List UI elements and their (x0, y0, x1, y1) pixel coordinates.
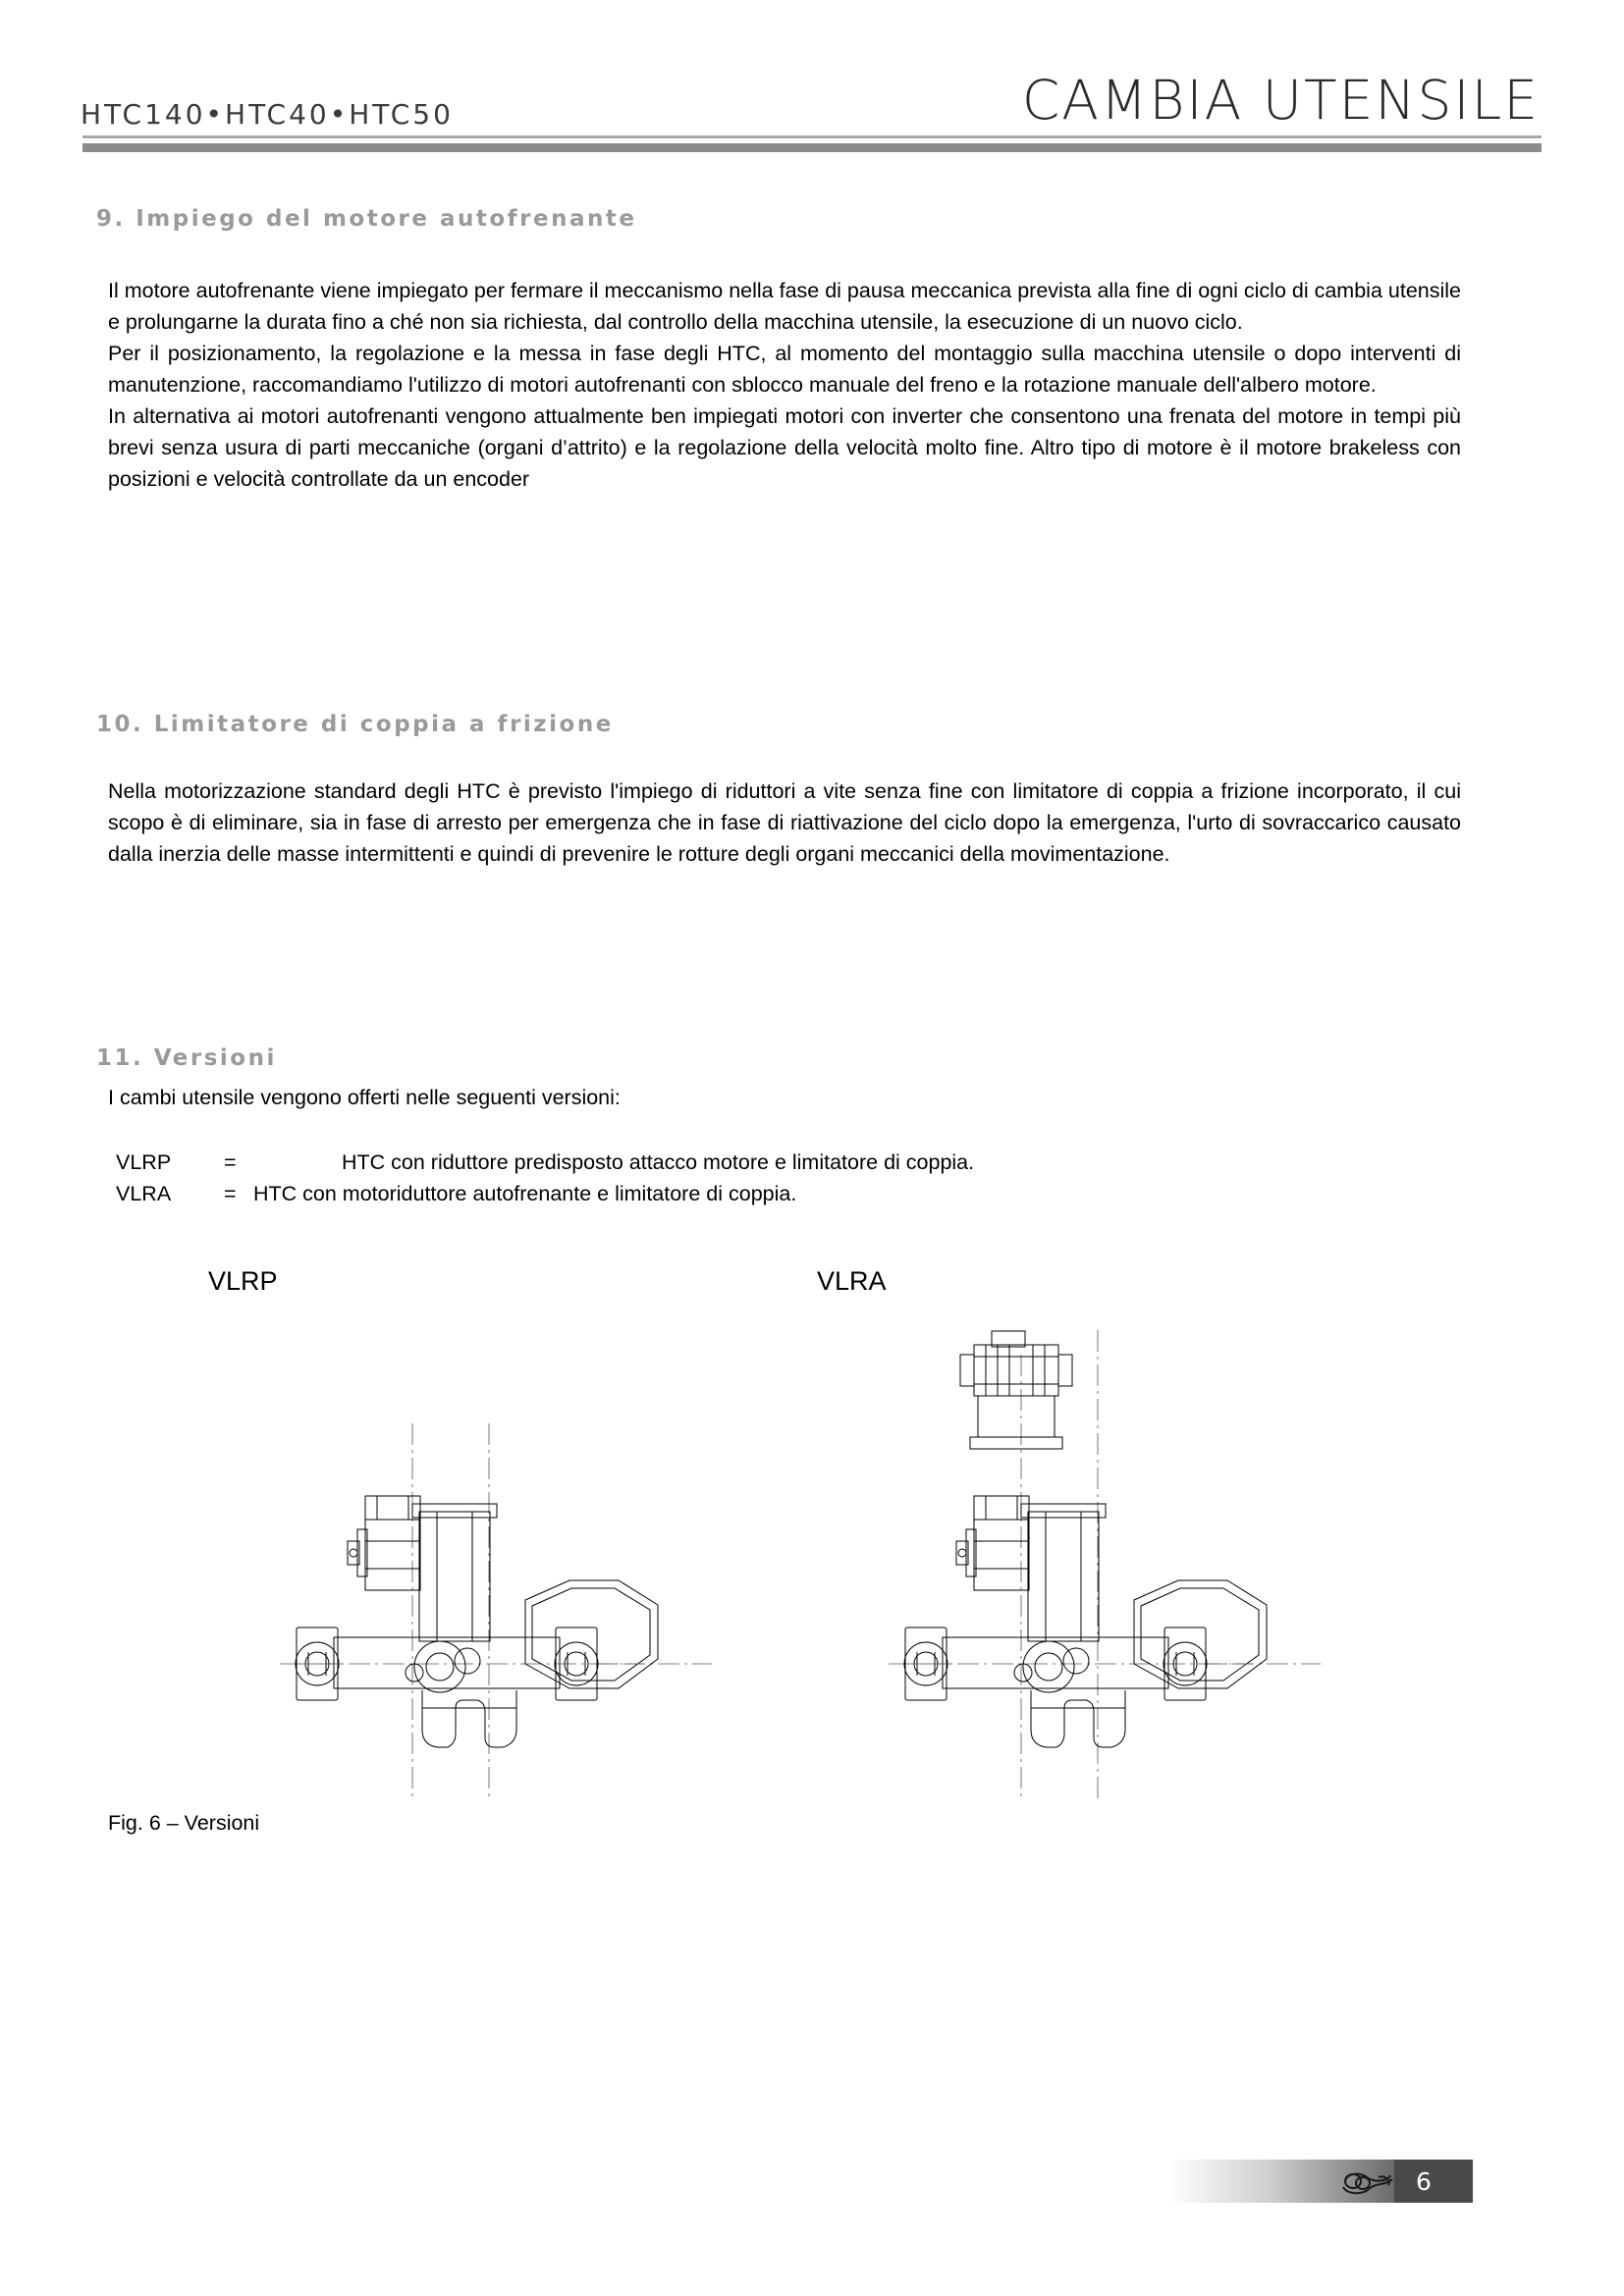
section-9-body (108, 275, 1461, 495)
figure-label-vlra: VLRA (817, 1266, 887, 1296)
version-equals: = (224, 1150, 237, 1174)
header-document-title: CAMBIA UTENSILE (1021, 69, 1540, 132)
figure-caption: Fig. 6 – Versioni (108, 1811, 260, 1835)
paragraph: Per il posizionamento, la regolazione e la messa in fase degli HTC, al momento del montaggio sulla macchina utensile o dopo interventi di manutenzione, raccomandiamo l'utilizzo di motori autofrenanti con sblocco manuale del freno e la rotazione manuale dell'albero motore. (108, 342, 1461, 397)
version-description: HTC con riduttore predisposto attacco motore e limitatore di coppia. (342, 1150, 975, 1174)
page-footer (1168, 2160, 1473, 2203)
section-10-body (108, 775, 1461, 870)
paragraph: Il motore autofrenante viene impiegato per fermare il meccanismo nella fase di pausa meccanica prevista alla fine di ogni ciclo di cambia utensile e prolungarne la durata fino a ché non sia richiesta, dal controllo della macchina utensile, la esecuzione di un nuovo ciclo. (108, 279, 1461, 334)
version-code: VLRP (116, 1150, 172, 1174)
version-item (116, 1147, 1469, 1178)
technical-drawing-vlra (884, 1325, 1326, 1806)
page-number: 6 (1416, 2167, 1432, 2196)
paragraph: Nella motorizzazione standard degli HTC è previsto l'impiego di riduttori a vite senza fine con limitatore di coppia a frizione incorporato, il cui scopo è di eliminare, sia in fase di arresto per emergenza che in fase di riattivazione del ciclo dopo la emergenza, l'urto di sovraccarico causato dalla inerzia delle masse intermittenti e quindi di prevenire le rotture degli organi meccanici della movimentazione. (108, 779, 1461, 866)
figure-label-vlrp: VLRP (208, 1266, 278, 1296)
header-divider-thick (82, 143, 1542, 152)
section-heading-11: 11. Versioni (96, 1045, 277, 1071)
section-heading-10: 10. Limitatore di coppia a frizione (96, 712, 614, 737)
section-11-intro: I cambi utensile vengono offerti nelle seguenti versioni: (108, 1086, 621, 1109)
page-header (0, 69, 1624, 175)
company-logo-icon (1333, 2163, 1402, 2199)
section-heading-9: 9. Impiego del motore autofrenante (96, 206, 637, 232)
version-equals: = (224, 1182, 237, 1205)
version-description: HTC con motoriduttore autofrenante e limitatore di coppia. (253, 1182, 797, 1205)
versions-list (116, 1147, 1469, 1209)
paragraph: In alternativa ai motori autofrenanti vengono attualmente ben impiegati motori con inverter che consentono una frenata del motore in tempi più brevi senza usura di parti meccaniche (organi d’attrito) e la regolazione della velocità molto fine. Altro tipo di motore è il motore brakeless con posizioni e velocità controllate da un encoder (108, 404, 1461, 491)
header-divider-thin (82, 135, 1542, 138)
version-code: VLRA (116, 1182, 172, 1205)
technical-drawing-vlrp (275, 1414, 717, 1806)
version-item (116, 1178, 1469, 1209)
header-model-codes: HTC140•HTC40•HTC50 (81, 98, 454, 131)
